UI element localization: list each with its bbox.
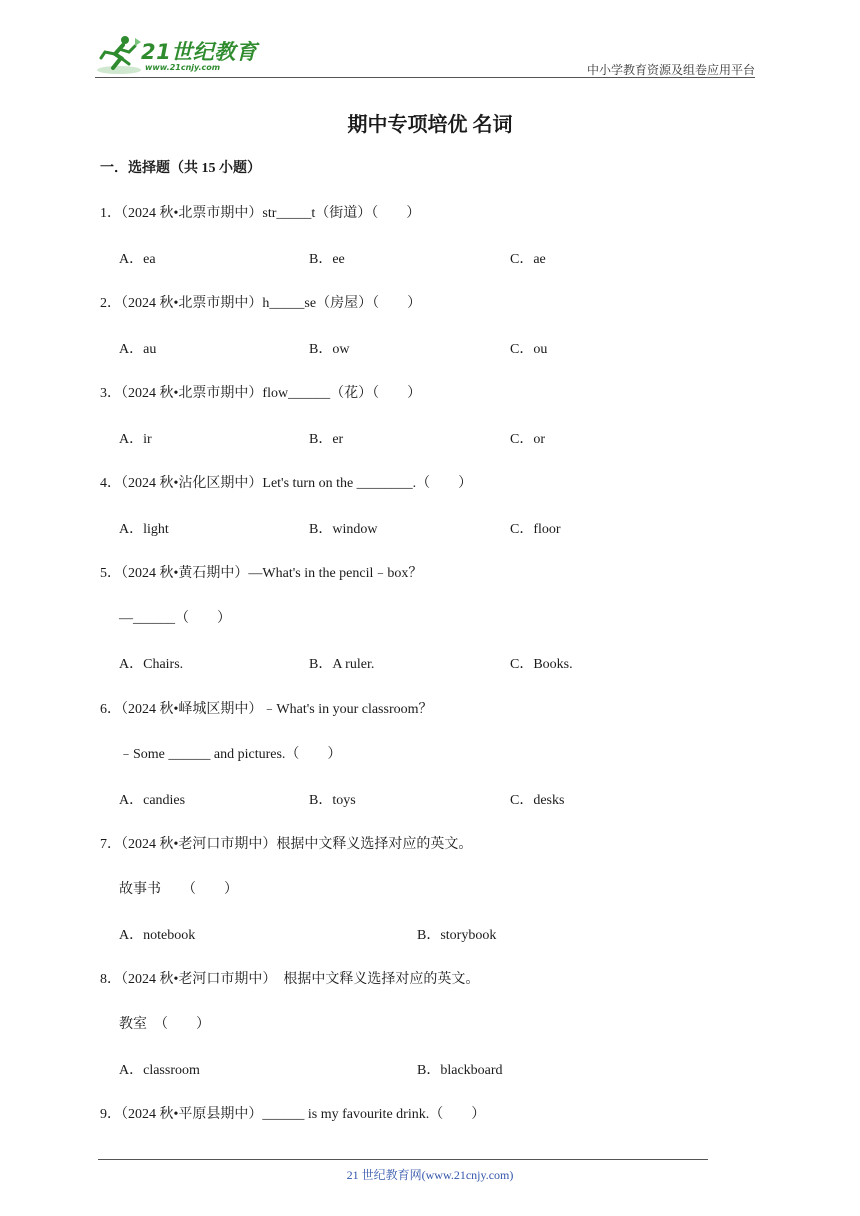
question-2-option-c[interactable]: C．ou <box>510 342 548 357</box>
question-8-stem: 8．（2024 秋•老河口市期中） 根据中文释义选择对应的英文。 <box>100 972 480 987</box>
question-1-stem: 1．（2024 秋•北票市期中）str_____t（街道）（ ） <box>100 206 421 221</box>
question-6-line2: ﹣Some ______ and pictures.（ ） <box>119 747 342 762</box>
site-logo <box>95 34 260 76</box>
question-2-stem: 2．（2024 秋•北票市期中）h_____se（房屋）（ ） <box>100 296 422 311</box>
question-6-option-b[interactable]: B．toys <box>309 793 356 808</box>
question-3-stem: 3．（2024 秋•北票市期中）flow______（花）（ ） <box>100 386 422 401</box>
question-2-option-a[interactable]: A．au <box>119 342 157 357</box>
question-6-option-a[interactable]: A．candies <box>119 793 186 808</box>
question-1-option-b[interactable]: B．ee <box>309 252 345 267</box>
logo-text: 21世纪教育 <box>141 40 258 64</box>
question-8-option-b[interactable]: B．blackboard <box>417 1063 503 1078</box>
question-6-stem: 6．（2024 秋•峄城区期中）﹣What's in your classroom？ <box>100 702 433 717</box>
question-5-option-a[interactable]: A．Chairs. <box>119 657 184 672</box>
question-8-line2: 教室 （ ） <box>119 1017 210 1032</box>
question-5-option-c[interactable]: C．Books. <box>510 657 573 672</box>
footer-divider <box>98 1159 708 1160</box>
question-4-option-a[interactable]: A．light <box>119 522 169 537</box>
question-5-stem: 5．（2024 秋•黄石期中）—What's in the pencil﹣box？ <box>100 566 423 581</box>
question-3-option-c[interactable]: C．or <box>510 432 545 447</box>
question-1-option-a[interactable]: A．ea <box>119 252 156 267</box>
question-4-stem: 4．（2024 秋•沾化区期中）Let's turn on the ________.（ ） <box>100 476 473 491</box>
footer-link[interactable]: 21 世纪教育网(www.21cnjy.com) <box>346 1168 514 1182</box>
page-title: 期中专项培优 名词 <box>347 114 513 136</box>
logo-url: www.21cnjy.com <box>145 63 221 72</box>
question-7-line2: 故事书 （ ） <box>119 882 238 897</box>
question-7-option-b[interactable]: B．storybook <box>417 928 497 943</box>
question-5-option-b[interactable]: B．A ruler. <box>309 657 375 672</box>
question-3-option-b[interactable]: B．er <box>309 432 344 447</box>
page-header <box>95 30 755 80</box>
question-9-stem: 9．（2024 秋•平原县期中）______ is my favourite drink.（ ） <box>100 1107 486 1122</box>
question-5-line2: —______（ ） <box>119 611 231 626</box>
question-8-option-a[interactable]: A．classroom <box>119 1063 200 1078</box>
question-1-option-c[interactable]: C．ae <box>510 252 546 267</box>
header-divider <box>95 77 755 78</box>
question-6-option-c[interactable]: C．desks <box>510 793 565 808</box>
runner-logo-icon <box>95 34 143 76</box>
question-7-option-a[interactable]: A．notebook <box>119 928 196 943</box>
question-4-option-b[interactable]: B．window <box>309 522 378 537</box>
section-heading: 一．选择题（共 15 小题） <box>100 161 261 176</box>
question-7-stem: 7．（2024 秋•老河口市期中）根据中文释义选择对应的英文。 <box>100 837 473 852</box>
header-slogan: 中小学教育资源及组卷应用平台 <box>586 63 755 77</box>
question-2-option-b[interactable]: B．ow <box>309 342 350 357</box>
question-3-option-a[interactable]: A．ir <box>119 432 152 447</box>
question-4-option-c[interactable]: C．floor <box>510 522 561 537</box>
